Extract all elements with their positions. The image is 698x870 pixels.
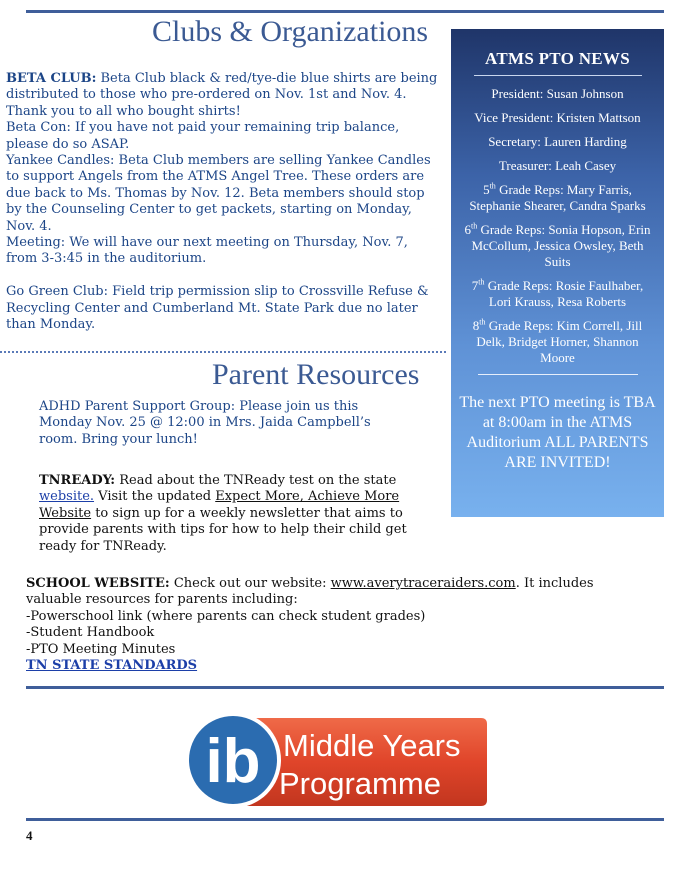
school-website-paragraph: SCHOOL WEBSITE: Check out our website: www.averytraceraiders.com. It includes valuable resources for parents including: (26, 576, 594, 608)
pto-secretary: Secretary: Lauren Harding (488, 134, 627, 149)
pto-title-rule (474, 75, 642, 76)
adhd-paragraph: ADHD Parent Support Group: Please join us this Monday Nov. 25 @ 12:00 in Mrs. Jaida Campbell’s room. Bring your lunch! (39, 399, 371, 447)
meeting-paragraph: Meeting: We will have our next meeting on Thursday, Nov. 7, from 3-3:45 in the auditorium. (6, 235, 408, 267)
school-website-section (26, 576, 626, 674)
ib-mark: ib (205, 727, 261, 796)
pto-vice-president: Vice President: Kristen Mattson (474, 110, 641, 125)
pto-grade8-reps: 8th Grade Reps: Kim Correll, Jill Delk, Bridget Horner, Shannon Moore (472, 317, 643, 365)
pto-president: President: Susan Johnson (491, 86, 624, 101)
resource-item: -Student Handbook (26, 625, 155, 641)
pto-bottom-rule (478, 374, 638, 375)
resource-item: -PTO Meeting Minutes (26, 641, 176, 657)
pto-treasurer: Treasurer: Leah Casey (498, 158, 617, 173)
beta-con-paragraph: Beta Con: If you have not paid your remaining trip balance, please do so ASAP. (6, 120, 400, 152)
ib-myp-logo (181, 706, 487, 812)
clubs-heading: Clubs & Organizations (152, 15, 429, 48)
logo-line2: Programme (279, 766, 441, 801)
bottom-rule (26, 818, 664, 821)
section-divider (0, 351, 446, 353)
logo-top-rule (26, 686, 664, 689)
parent-resources-heading: Parent Resources (212, 358, 420, 391)
state-website-link[interactable]: website. (39, 489, 95, 505)
expect-more-link[interactable]: Expect More, Achieve More Website (39, 489, 400, 521)
school-website-link[interactable]: www.averytraceraiders.com (330, 576, 516, 591)
beta-club-label: BETA CLUB: (6, 71, 97, 86)
yankee-candles-paragraph: Yankee Candles: Beta Club members are selling Yankee Candles to support Angels from the ATMS Angel Tree. These orders are due back to Ms. Thomas by Nov. 12. Beta members should stop by the Counseling Center to get packets, starting on Monday, Nov. 4. (6, 153, 431, 234)
beta-club-text: Beta Club black & red/tye-die blue shirts are being distributed to those who pre-ordered on Nov. 1st and Nov. 4. Thank you to all who bought shirts! (6, 71, 438, 119)
pto-grade6-reps: 6th Grade Reps: Sonia Hopson, Erin McCollum, Jessica Owsley, Beth Suits (464, 221, 651, 269)
tn-state-standards-link[interactable]: TN STATE STANDARDS (26, 658, 198, 674)
tnready-paragraph: TNREADY: Read about the TNReady test on the state website. Visit the updated Expect More, Achieve More Website to sign up for a weekly newsletter that aims to provide parents with tips for how to help their child get ready for TNReady. (39, 473, 407, 554)
logo-line1: Middle Years (283, 728, 461, 763)
pto-grade7-reps: 7th Grade Reps: Rosie Faulhaber, Lori Krauss, Resa Roberts (471, 277, 644, 309)
page-number: 4 (26, 828, 33, 843)
go-green-paragraph: Go Green Club: Field trip permission slip to Crossville Refuse & Recycling Center and Cumberland Mt. State Park due no later than Monday. (6, 284, 429, 333)
tnready-label: TNREADY: (39, 473, 116, 488)
school-website-label: SCHOOL WEBSITE: (26, 576, 170, 591)
beta-club-paragraph (6, 71, 442, 120)
pto-news-box (451, 29, 664, 517)
pto-grade5-reps: 5th Grade Reps: Mary Farris, Stephanie Shearer, Candra Sparks (469, 181, 646, 213)
pto-meeting-notice: The next PTO meeting is TBA at 8:00am in the ATMS Auditorium ALL PARENTS ARE INVITED! (459, 394, 656, 471)
clubs-section (6, 71, 442, 333)
top-rule (26, 10, 664, 13)
pto-title: ATMS PTO NEWS (485, 49, 630, 68)
resource-item: -Powerschool link (where parents can check student grades) (26, 608, 426, 624)
